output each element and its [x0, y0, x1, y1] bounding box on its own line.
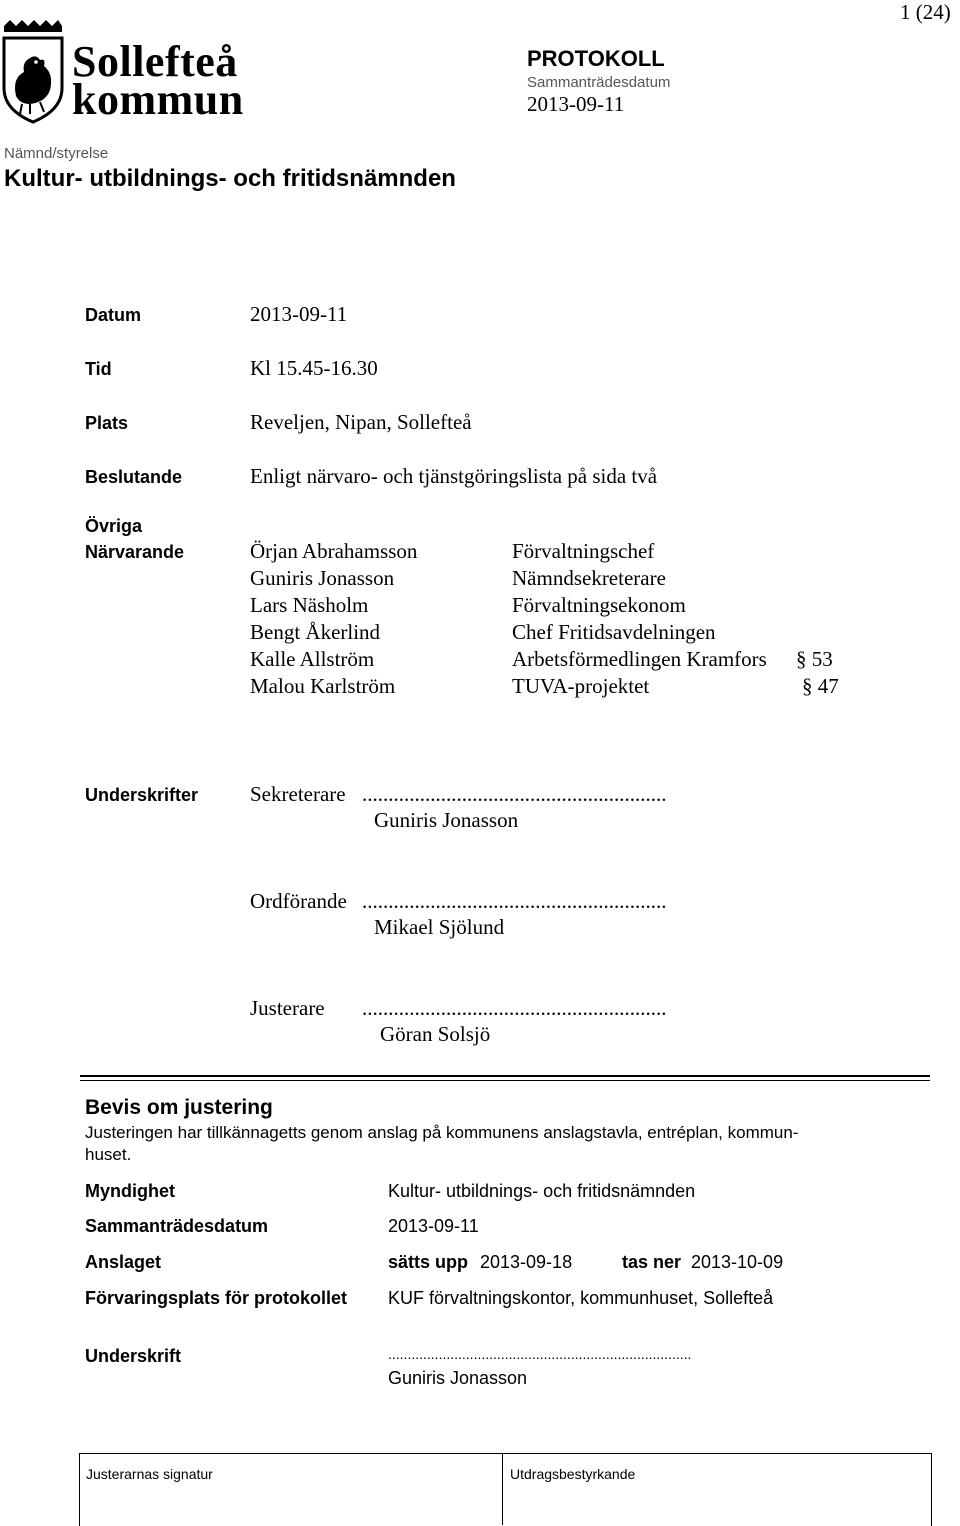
myndighet-label: Myndighet [85, 1181, 175, 1201]
page-number: 1 (24) [900, 0, 951, 24]
bevis-text-line2: huset. [85, 1145, 132, 1164]
bevis-text-line1: Justeringen har tillkännagetts genom anslag på kommunens anslagstavla, entréplan, kommun- [85, 1123, 799, 1142]
tas-ner-date: 2013-10-09 [691, 1252, 784, 1272]
justerare-name: Göran Solsjö [380, 1022, 491, 1046]
datum-value: 2013-09-11 [250, 302, 348, 326]
attendee-role: Arbetsförmedlingen Kramfors [512, 647, 767, 671]
bevis-title: Bevis om justering [85, 1096, 273, 1119]
logo-text-line1: Sollefteå [72, 37, 238, 86]
underskrift-name: Guniris Jonasson [388, 1368, 528, 1388]
beslutande-label: Beslutande [85, 467, 183, 487]
forvaringsplats-label: Förvaringsplats för protokollet [85, 1288, 348, 1308]
anslaget-label: Anslaget [85, 1252, 162, 1272]
utdragsbestyrkande-label: Utdragsbestyrkande [510, 1466, 636, 1482]
attendee-name: Örjan Abrahamsson [250, 539, 418, 563]
tas-ner-label: tas ner [622, 1252, 682, 1272]
forvaringsplats-value: KUF förvaltningskontor, kommunhuset, Sollefteå [388, 1288, 774, 1308]
ordforande-name: Mikael Sjölund [374, 915, 505, 939]
attendee-role: Förvaltningsekonom [512, 593, 686, 617]
sekreterare-label: Sekreterare [250, 782, 346, 806]
justerare-signature-line: .......................................................... [362, 996, 667, 1020]
doc-type: PROTOKOLL [527, 46, 665, 71]
attendee-name: Bengt Åkerlind [250, 620, 381, 644]
plats-label: Plats [85, 413, 129, 433]
underskrift-signature-line: .............................................................................. [388, 1346, 692, 1362]
justerarnas-signatur-label: Justerarnas signatur [86, 1466, 213, 1482]
myndighet-value: Kultur- utbildnings- och fritidsnämnden [388, 1181, 696, 1201]
header-date-label: Sammanträdesdatum [527, 74, 671, 91]
ordforande-label: Ordförande [250, 889, 347, 913]
underskrifter-label: Underskrifter [85, 785, 199, 805]
satts-upp-date: 2013-09-18 [480, 1252, 573, 1272]
sammantradesdatum-label: Sammanträdesdatum [85, 1216, 269, 1236]
sammantradesdatum-value: 2013-09-11 [388, 1216, 479, 1236]
logo-text-line2: kommun [72, 75, 244, 124]
datum-label: Datum [85, 305, 142, 325]
board-label: Nämnd/styrelse [4, 145, 109, 162]
tid-value: Kl 15.45-16.30 [250, 356, 378, 380]
section-divider [80, 1075, 930, 1081]
sekreterare-signature-line: .......................................................... [362, 782, 667, 806]
attendee-paragraph-ref: § 53 [796, 647, 833, 671]
attendee-name: Guniris Jonasson [250, 566, 395, 590]
attendee-role: TUVA-projektet [512, 674, 650, 698]
header-date: 2013-09-11 [527, 92, 625, 116]
underskrift-label: Underskrift [85, 1346, 182, 1366]
sekreterare-name: Guniris Jonasson [374, 808, 519, 832]
attendee-name: Kalle Allström [250, 647, 375, 671]
municipality-logo [0, 18, 270, 128]
attendee-name: Lars Näsholm [250, 593, 369, 617]
tid-label: Tid [85, 359, 112, 379]
ovriga-label: Övriga [85, 516, 143, 536]
footer-divider [502, 1453, 503, 1525]
footer-signature-box [79, 1453, 932, 1526]
attendee-role: Nämndsekreterare [512, 566, 666, 590]
plats-value: Reveljen, Nipan, Sollefteå [250, 410, 472, 434]
attendee-role: Förvaltningschef [512, 539, 655, 563]
justerare-label: Justerare [250, 996, 325, 1020]
board-name: Kultur- utbildnings- och fritidsnämnden [4, 165, 456, 192]
attendee-role: Chef Fritidsavdelningen [512, 620, 716, 644]
satts-upp-label: sätts upp [388, 1252, 469, 1272]
narvarande-label: Närvarande [85, 542, 185, 562]
ordforande-signature-line: .......................................................... [362, 889, 667, 913]
beslutande-value: Enligt närvaro- och tjänstgöringslista på sida två [250, 464, 658, 488]
attendee-name: Malou Karlström [250, 674, 396, 698]
attendee-paragraph-ref: § 47 [802, 674, 839, 698]
